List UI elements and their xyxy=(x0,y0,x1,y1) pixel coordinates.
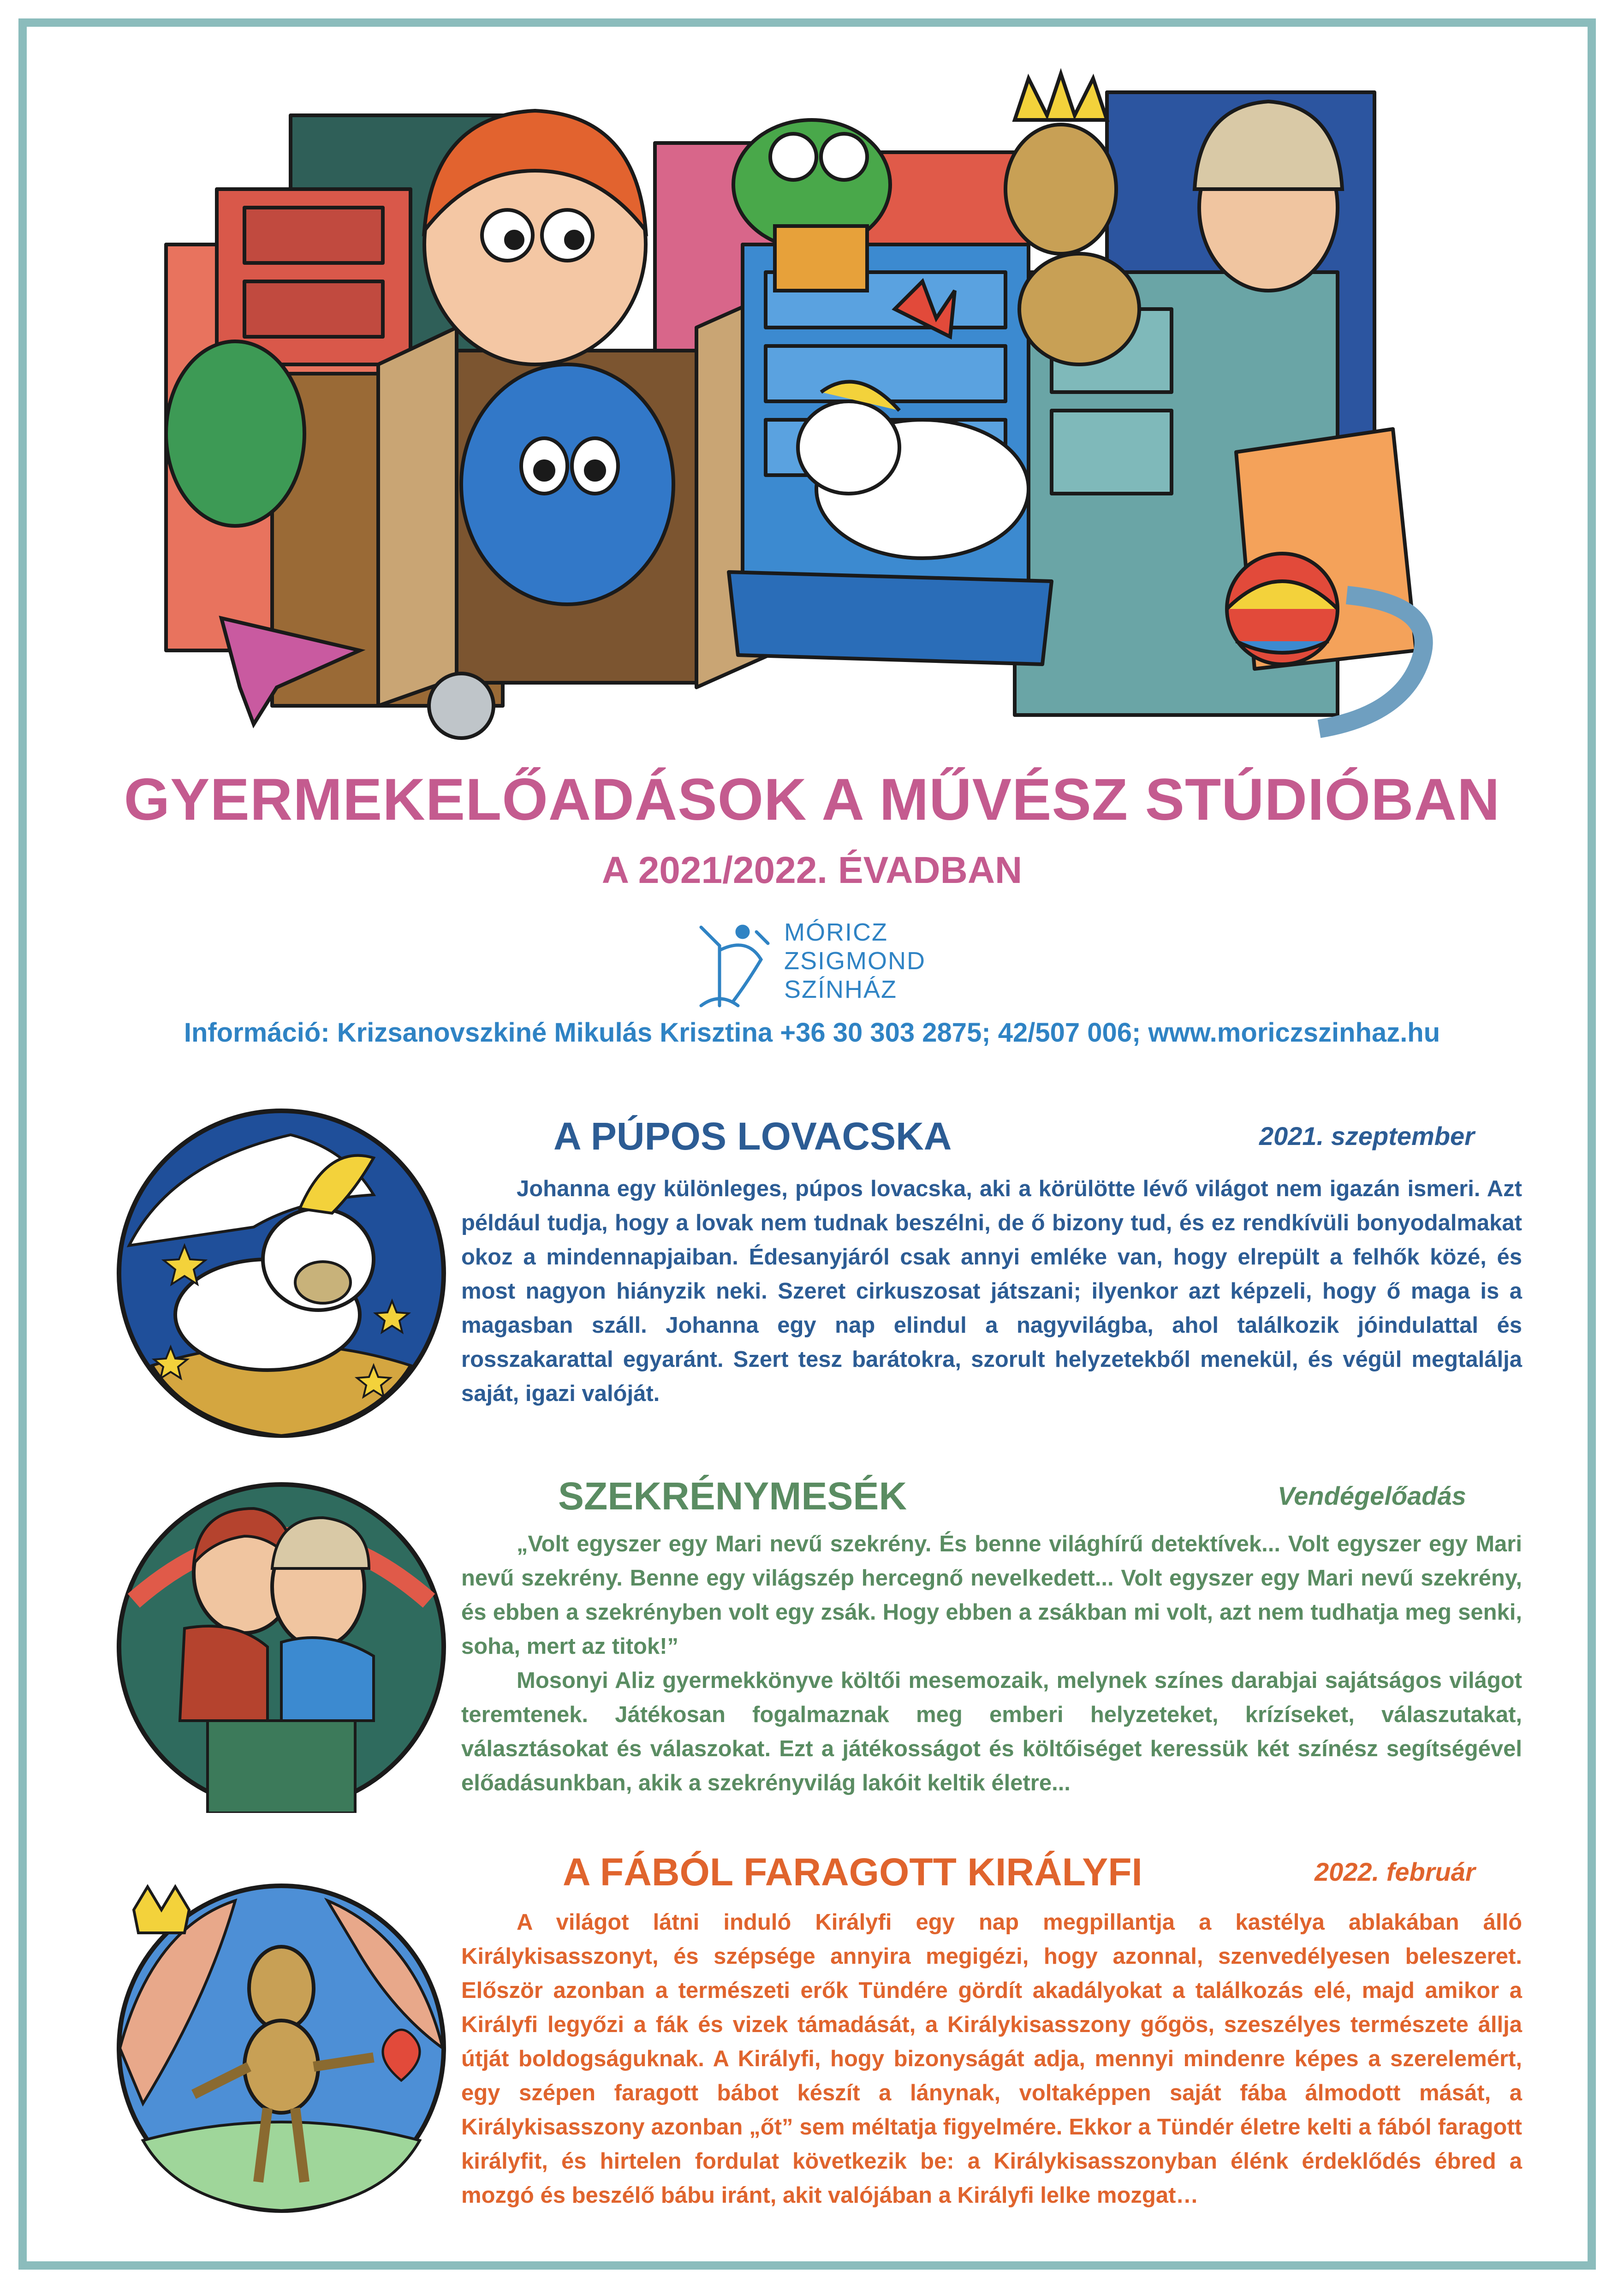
page-title: GYERMEKELŐADÁSOK A MŰVÉSZ STÚDIÓBAN xyxy=(124,767,1500,833)
section-3-date: 2022. február xyxy=(1315,1857,1475,1886)
section-3-title: A FÁBÓL FARAGOTT KIRÁLYFI xyxy=(563,1850,1142,1894)
page-subtitle: A 2021/2022. ÉVADBAN xyxy=(601,849,1023,891)
section-2-paragraph-1: „Volt egyszer egy Mari nevű szekrény. És benne világhírű detektívek... Volt egyszer egy Mari nevű szekrény. Benne egy világszép hercegnő nevelkedett... Volt egyszer egy Mari nevű szekrény, és ebben a szekrényben volt egy zsák. Hogy ebben a zsákban mi volt, azt nem tudhatja meg senki, soha, mert az titok!” xyxy=(461,1532,1522,1659)
door-left xyxy=(378,328,457,706)
logo-line-3: SZÍNHÁZ xyxy=(784,976,898,1003)
theatre-logo-icon xyxy=(692,918,775,1015)
section-2-date: Vendégelőadás xyxy=(1278,1481,1466,1510)
alien xyxy=(166,341,304,526)
logo-line-1: MÓRICZ xyxy=(784,918,888,946)
section-1-title: A PÚPOS LOVACSKA xyxy=(553,1115,952,1158)
section-1-illustration xyxy=(115,1107,447,1439)
section-1-body xyxy=(461,1172,1522,1411)
logo-line-2: ZSIGMOND xyxy=(784,947,926,975)
section-1-paragraph: Johanna egy különleges, púpos lovacska, aki a körülötte lévő világot nem igazán ismeri. Azt például tudja, hogy a lovak nem tudnak beszélni, de ő bizony tud, és ez rendkívüli bonyodalmakat okoz a mindennapjaiban. Édesanyjáról csak annyi emléke van, hogy elrepült a felhők közé, és most nagyon hiányzik neki. Szeret cirkuszosat játszani; ilyenkor azt képzeli, hogy ő maga is a magasban száll. Johanna egy nap elindul a nagyvilágba, ahol találkozik jóindulattal és rosszakarattal egyaránt. Szert tesz barátokra, szorult helyzetekből menekül, és végül megtalálja saját, igazi valóját. xyxy=(461,1176,1522,1406)
puppet-prince xyxy=(1005,125,1116,254)
hero-illustration xyxy=(138,51,1467,757)
crown xyxy=(1015,74,1107,120)
section-3-body xyxy=(461,1905,1522,2212)
section-3-illustration xyxy=(115,1882,447,2214)
elephant xyxy=(461,364,673,604)
section-1-date: 2021. szeptember xyxy=(1259,1121,1475,1150)
section-2-paragraph-2: Mosonyi Aliz gyermekkönyve költői mesemozaik, melynek színes darabjai sajátságos világot teremtenek. Játékosan fogalmaznak meg emberi helyzeteket, krízíseket, válaszutakat, választásokat és válaszokat. Ezt a játékosságot és költőiséget keressük két színész segítségével előadásunkban, akik a szekrényvilág lakóit keltik életre... xyxy=(461,1668,1522,1795)
contact-info: Információ: Krizsanovszkiné Mikulás Krisztina +36 30 303 2875; 42/507 006; www.moriczszinhaz.hu xyxy=(184,1018,1440,1048)
drawer-open xyxy=(729,572,1052,664)
section-2-title: SZEKRÉNYMESÉK xyxy=(558,1474,907,1518)
section-3-paragraph: A világot látni induló Királyfi egy nap megpillantja a kastélya ablakában álló Királykisasszonyt, és szépsége annyira megigézi, hogy azonnal, szenvedélyesen beleszeret. Először azonban a természeti erők Tündére gördít akadályokat a találkozás elé, majd amikor a Királyfi legyőzi a fák és vizek támadását, a Királykisasszony gőgös, szeszélyes természete állja útját boldogságuknak. A Királyfi, hogy bizonyságát adja, mennyi mindenre képes a szerelemért, egy szépen faragott bábot készít a lánynak, voltaképpen saját fába álmodott mását, a Királykisasszony azonban „őt” sem méltatja figyelmére. Ekkor a Tündér életre kelti a fából faragott királyfit, és hirtelen fordulat következik be: a Királykisasszonyban élénk érdeklődés ébred a mozgó és beszélő bábu iránt, akit valójában a Királyfi lelke mozgat… xyxy=(461,1910,1522,2208)
theatre-logo-text xyxy=(784,918,926,1004)
section-2-body xyxy=(461,1527,1522,1800)
section-2-illustration xyxy=(115,1481,447,1813)
magnifier xyxy=(429,674,494,738)
theatre-logo xyxy=(692,918,987,1015)
